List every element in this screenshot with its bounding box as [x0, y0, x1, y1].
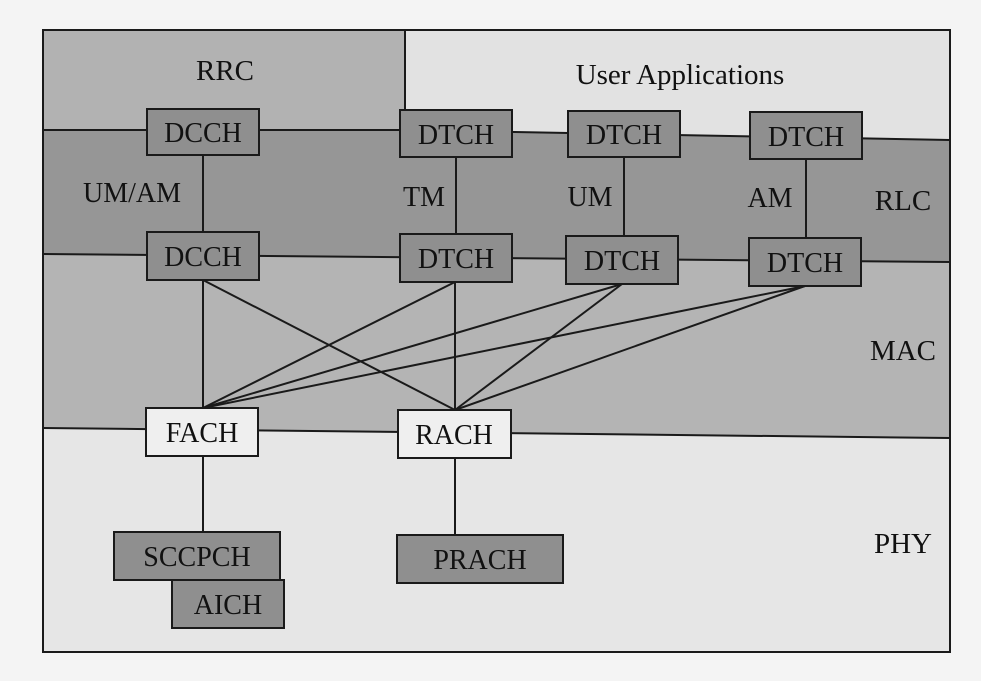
node-rach [398, 410, 511, 458]
node-sccpch-label: SCCPCH [143, 542, 251, 573]
node-aich-label: AICH [193, 590, 263, 621]
rrc-label: RRC [195, 55, 255, 87]
node-dtch-top-2-label: DTCH [585, 120, 663, 151]
node-dtch-mid-1 [400, 234, 512, 282]
node-dcch-top [147, 109, 259, 155]
phy-label: PHY [873, 528, 933, 560]
node-dtch-top-2 [568, 111, 680, 157]
node-dcch-mid [147, 232, 259, 280]
node-rach-label: RACH [415, 420, 493, 451]
rlc-label: RLC [874, 185, 932, 217]
node-dtch-top-3-label: DTCH [767, 122, 845, 153]
node-dtch-top-3 [750, 112, 862, 159]
node-dtch-mid-2 [566, 236, 678, 284]
node-dtch-mid-1-label: DTCH [417, 244, 495, 275]
node-fach [146, 408, 258, 456]
node-dcch-mid-label: DCCH [164, 242, 242, 273]
node-dtch-top-1-label: DTCH [417, 120, 495, 151]
node-sccpch [114, 532, 280, 580]
um-am-label: UM/AM [82, 178, 182, 209]
um-label: UM [567, 182, 613, 213]
node-aich [172, 580, 284, 628]
tm-label: TM [403, 182, 445, 213]
node-dtch-mid-3-label: DTCH [766, 248, 844, 279]
node-dtch-mid-2-label: DTCH [583, 246, 661, 277]
user-applications-label: User Applications [575, 59, 785, 91]
node-dtch-top-1 [400, 110, 512, 157]
mac-label: MAC [869, 335, 937, 367]
node-prach [397, 535, 563, 583]
am-label: AM [747, 183, 793, 214]
node-dtch-mid-3 [749, 238, 861, 286]
node-prach-label: PRACH [433, 545, 527, 576]
node-fach-label: FACH [165, 418, 239, 449]
node-dcch-top-label: DCCH [164, 118, 242, 149]
